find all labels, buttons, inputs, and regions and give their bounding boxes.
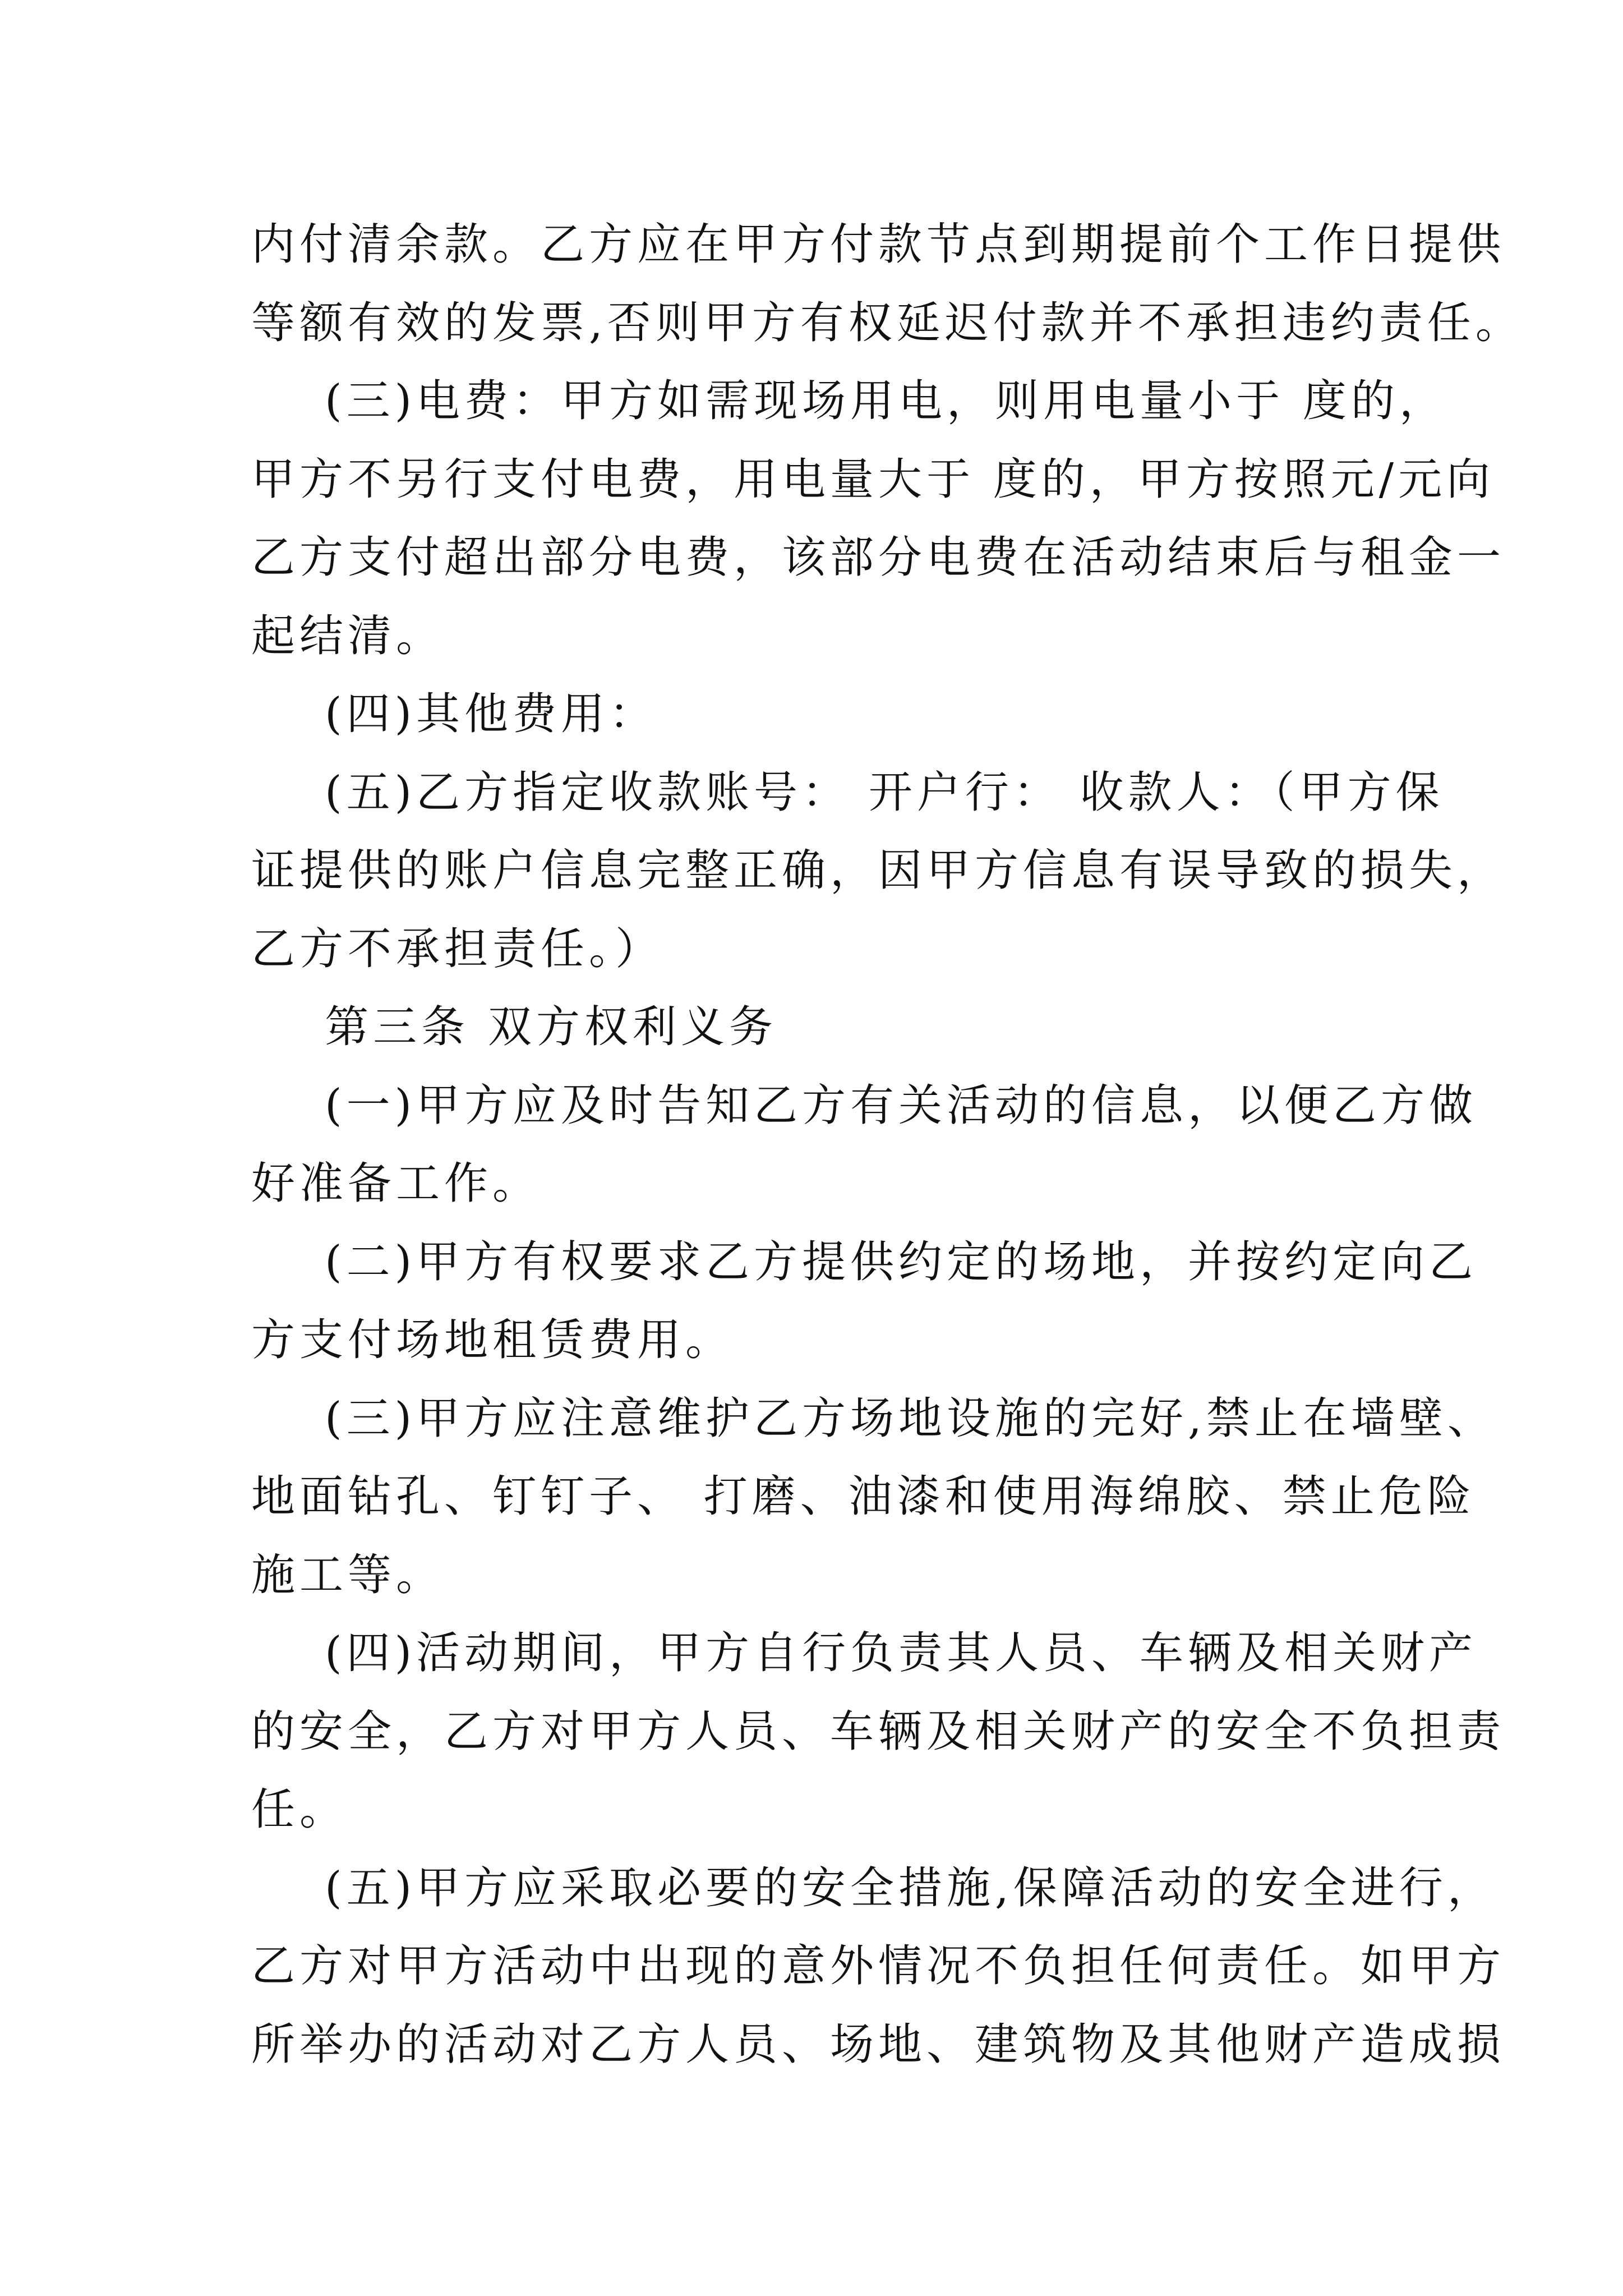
text-line: 乙方不承担责任。） bbox=[251, 923, 664, 974]
text-line: 甲方不另行支付电费，用电量大于 度的，甲方按照元/元向 bbox=[251, 454, 1495, 505]
contract-body bbox=[251, 206, 1524, 2084]
text-line: 证提供的账户信息完整正确，因甲方信息有误导致的损失， bbox=[251, 845, 1506, 896]
text-line: 任。 bbox=[251, 1784, 348, 1835]
text-line: 方支付场地租赁费用。 bbox=[251, 1315, 734, 1365]
text-line: 地面钻孔、钉钉子、 打磨、油漆和使用海绵胶、禁止危险 bbox=[251, 1471, 1476, 1522]
text-line: (三)电费：甲方如需现场用电，则用电量小于 度的， bbox=[251, 376, 1447, 426]
text-line: (四)其他费用： bbox=[251, 689, 658, 739]
text-line: 施工等。 bbox=[251, 1549, 445, 1600]
text-line: (一)甲方应及时告知乙方有关活动的信息，以便乙方做 bbox=[251, 1080, 1478, 1131]
text-line: 好准备工作。 bbox=[251, 1158, 541, 1209]
text-line: 起结清。 bbox=[251, 610, 445, 661]
text-line: 所举办的活动对乙方人员、场地、建筑物及其他财产造成损 bbox=[251, 2019, 1506, 2070]
text-line: (四)活动期间，甲方自行负责其人员、车辆及相关财产 bbox=[251, 1628, 1478, 1678]
section-heading: 第三条 双方权利义务 bbox=[251, 1002, 777, 1052]
text-line: (三)甲方应注意维护乙方场地设施的完好,禁止在墙壁、 bbox=[251, 1393, 1496, 1444]
text-line: (五)甲方应采取必要的安全措施,保障活动的安全进行， bbox=[251, 1862, 1496, 1913]
text-line: 等额有效的发票,否则甲方有权延迟付款并不承担违约责任。 bbox=[251, 297, 1524, 348]
text-line: 的安全，乙方对甲方人员、车辆及相关财产的安全不负担责 bbox=[251, 1706, 1506, 1757]
text-line: 乙方对甲方活动中出现的意外情况不负担任何责任。如甲方 bbox=[251, 1941, 1506, 1991]
text-line: 乙方支付超出部分电费，该部分电费在活动结束后与租金一 bbox=[251, 532, 1506, 583]
text-line: (二)甲方有权要求乙方提供约定的场地，并按约定向乙 bbox=[251, 1236, 1478, 1287]
text-line: 内付清余款。乙方应在甲方付款节点到期提前个工作日提供 bbox=[251, 219, 1506, 270]
text-line: (五)乙方指定收款账号： 开户行： 收款人：（甲方保 bbox=[251, 767, 1444, 818]
